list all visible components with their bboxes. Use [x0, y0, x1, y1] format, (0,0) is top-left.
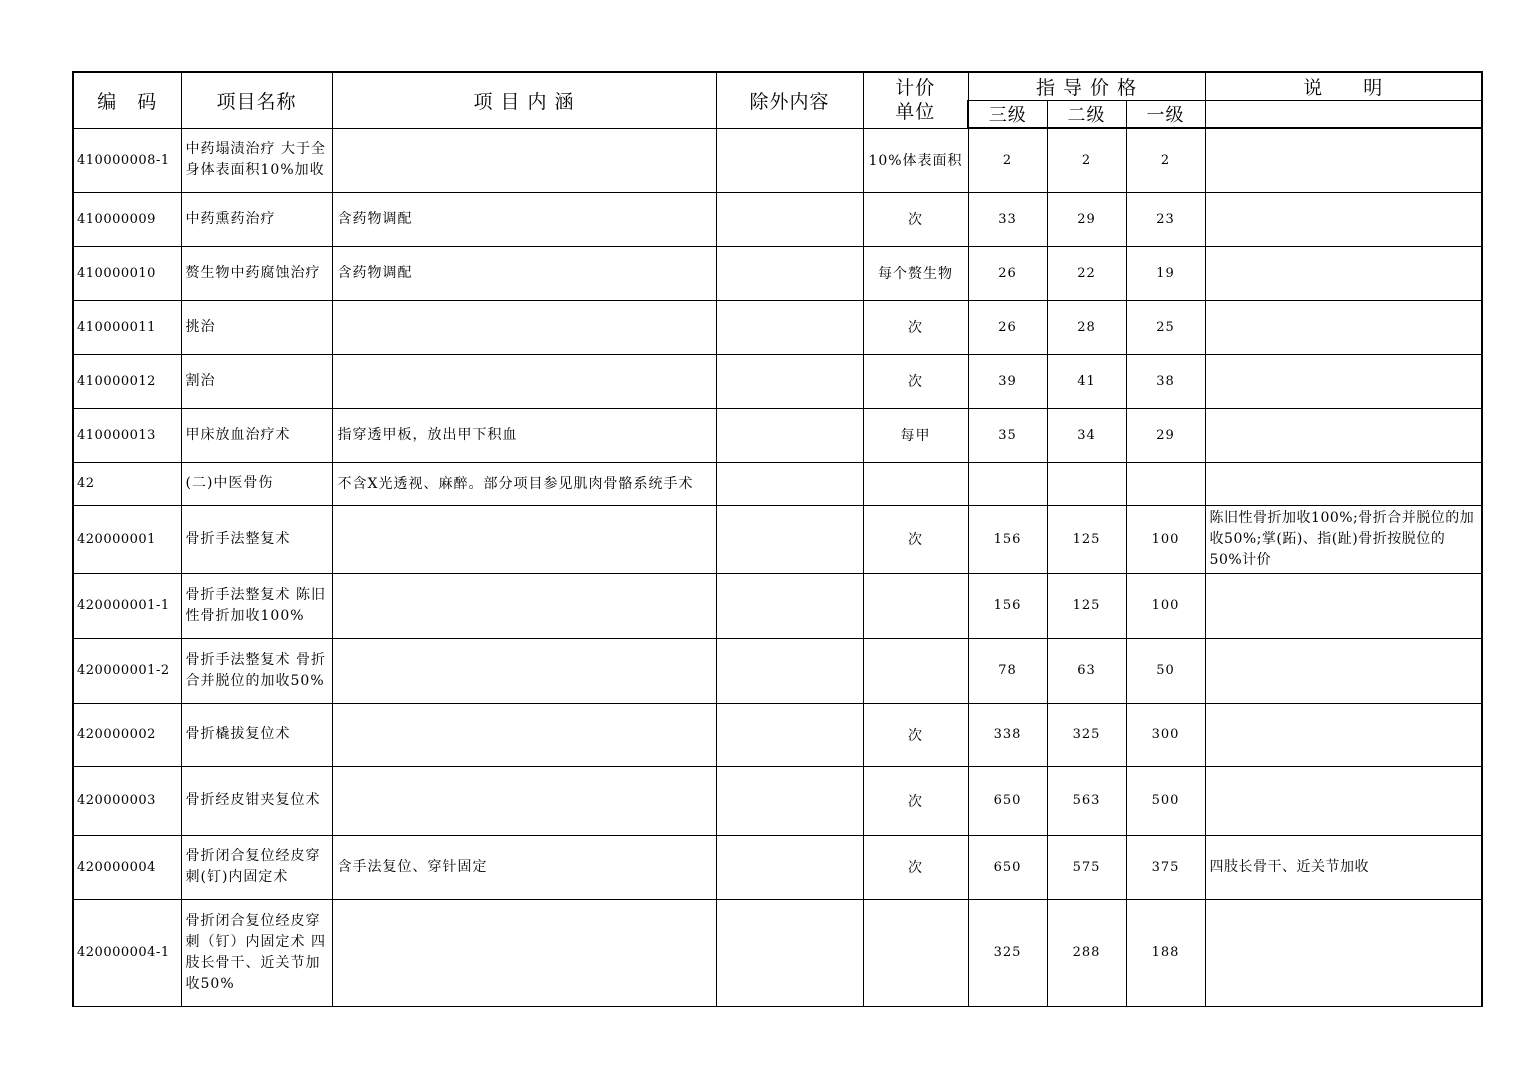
cell-content	[332, 300, 716, 354]
header-code: 编 码	[73, 72, 181, 128]
cell-unit: 次	[863, 766, 968, 835]
header-note: 说 明	[1205, 72, 1482, 101]
cell-excluded	[716, 703, 863, 766]
cell-name: 骨折橇拔复位术	[181, 703, 332, 766]
cell-code: 420000004-1	[73, 899, 181, 1006]
header-note-blank	[1205, 101, 1482, 129]
cell-unit: 每甲	[863, 408, 968, 462]
cell-name: 骨折手法整复术 骨折合并脱位的加收50%	[181, 638, 332, 703]
cell-code: 410000008-1	[73, 128, 181, 192]
cell-code: 410000013	[73, 408, 181, 462]
header-name: 项目名称	[181, 72, 332, 128]
cell-content: 指穿透甲板，放出甲下积血	[332, 408, 716, 462]
header-guide-price: 指 导 价 格	[968, 72, 1205, 101]
cell-price-level1: 2	[1126, 128, 1205, 192]
cell-note	[1205, 703, 1482, 766]
cell-price-level3: 325	[968, 899, 1047, 1006]
cell-price-level1: 25	[1126, 300, 1205, 354]
cell-code: 42	[73, 462, 181, 505]
cell-content	[332, 899, 716, 1006]
table-row	[73, 300, 1482, 354]
cell-name: 挑治	[181, 300, 332, 354]
cell-price-level1: 375	[1126, 835, 1205, 899]
cell-price-level1: 500	[1126, 766, 1205, 835]
cell-name: 割治	[181, 354, 332, 408]
cell-name: 骨折经皮钳夹复位术	[181, 766, 332, 835]
cell-excluded	[716, 835, 863, 899]
price-table	[72, 71, 1483, 1007]
cell-code: 410000009	[73, 192, 181, 246]
cell-note	[1205, 192, 1482, 246]
cell-note	[1205, 766, 1482, 835]
cell-price-level3: 33	[968, 192, 1047, 246]
table-row	[73, 192, 1482, 246]
cell-price-level3: 26	[968, 246, 1047, 300]
cell-excluded	[716, 766, 863, 835]
cell-price-level1: 23	[1126, 192, 1205, 246]
cell-price-level1: 100	[1126, 505, 1205, 573]
table-row	[73, 128, 1482, 192]
cell-note	[1205, 638, 1482, 703]
cell-price-level3: 650	[968, 766, 1047, 835]
cell-content	[332, 128, 716, 192]
cell-name: 骨折闭合复位经皮穿刺（钉）内固定术 四肢长骨干、近关节加收50%	[181, 899, 332, 1006]
cell-excluded	[716, 638, 863, 703]
cell-content: 含手法复位、穿针固定	[332, 835, 716, 899]
cell-code: 410000012	[73, 354, 181, 408]
cell-price-level1: 100	[1126, 573, 1205, 638]
table-body	[73, 128, 1482, 1006]
cell-content	[332, 703, 716, 766]
cell-note: 四肢长骨干、近关节加收	[1205, 835, 1482, 899]
cell-name: (二)中医骨伤	[181, 462, 332, 505]
header-excluded: 除外内容	[716, 72, 863, 128]
table-row	[73, 354, 1482, 408]
table-row	[73, 573, 1482, 638]
cell-code: 420000004	[73, 835, 181, 899]
cell-excluded	[716, 899, 863, 1006]
cell-price-level3: 156	[968, 505, 1047, 573]
cell-content	[332, 354, 716, 408]
cell-price-level1: 38	[1126, 354, 1205, 408]
cell-excluded	[716, 354, 863, 408]
cell-price-level3: 338	[968, 703, 1047, 766]
cell-unit: 次	[863, 703, 968, 766]
cell-unit	[863, 638, 968, 703]
header-unit: 计价 单位	[863, 72, 968, 128]
cell-name: 中药塌渍治疗 大于全身体表面积10%加收	[181, 128, 332, 192]
header-level3: 三级	[968, 101, 1047, 129]
cell-excluded	[716, 300, 863, 354]
cell-price-level2: 325	[1047, 703, 1126, 766]
cell-unit: 次	[863, 505, 968, 573]
cell-content: 不含X光透视、麻醉。部分项目参见肌肉骨骼系统手术	[332, 462, 716, 505]
cell-unit: 次	[863, 192, 968, 246]
cell-unit: 次	[863, 300, 968, 354]
cell-content	[332, 638, 716, 703]
cell-price-level2	[1047, 462, 1126, 505]
table-row	[73, 246, 1482, 300]
cell-note	[1205, 300, 1482, 354]
cell-content	[332, 766, 716, 835]
cell-price-level2: 63	[1047, 638, 1126, 703]
cell-price-level3: 35	[968, 408, 1047, 462]
cell-price-level2: 125	[1047, 505, 1126, 573]
cell-excluded	[716, 192, 863, 246]
cell-content	[332, 573, 716, 638]
cell-price-level2: 575	[1047, 835, 1126, 899]
cell-price-level3: 156	[968, 573, 1047, 638]
cell-price-level2: 28	[1047, 300, 1126, 354]
table-row	[73, 505, 1482, 573]
cell-price-level3: 26	[968, 300, 1047, 354]
cell-excluded	[716, 246, 863, 300]
table-row	[73, 703, 1482, 766]
cell-code: 420000001	[73, 505, 181, 573]
cell-name: 甲床放血治疗术	[181, 408, 332, 462]
cell-note: 陈旧性骨折加收100%;骨折合并脱位的加收50%;掌(跖)、指(趾)骨折按脱位的50%计价	[1205, 505, 1482, 573]
cell-price-level1: 29	[1126, 408, 1205, 462]
cell-price-level1: 50	[1126, 638, 1205, 703]
cell-price-level3: 39	[968, 354, 1047, 408]
cell-name: 骨折手法整复术	[181, 505, 332, 573]
cell-unit: 10%体表面积	[863, 128, 968, 192]
cell-price-level2: 29	[1047, 192, 1126, 246]
cell-price-level2: 125	[1047, 573, 1126, 638]
cell-price-level3: 650	[968, 835, 1047, 899]
cell-note	[1205, 462, 1482, 505]
cell-name: 中药熏药治疗	[181, 192, 332, 246]
header-level1: 一级	[1126, 101, 1205, 129]
cell-note	[1205, 354, 1482, 408]
cell-code: 410000010	[73, 246, 181, 300]
cell-price-level2: 41	[1047, 354, 1126, 408]
cell-price-level2: 563	[1047, 766, 1126, 835]
table-row	[73, 462, 1482, 505]
cell-content	[332, 505, 716, 573]
header-level2: 二级	[1047, 101, 1126, 129]
cell-price-level3: 2	[968, 128, 1047, 192]
cell-name: 骨折闭合复位经皮穿刺(钉)内固定术	[181, 835, 332, 899]
table-row	[73, 638, 1482, 703]
cell-note	[1205, 573, 1482, 638]
cell-price-level1: 188	[1126, 899, 1205, 1006]
cell-price-level3	[968, 462, 1047, 505]
cell-name: 骨折手法整复术 陈旧性骨折加收100%	[181, 573, 332, 638]
table-row	[73, 835, 1482, 899]
cell-code: 420000003	[73, 766, 181, 835]
cell-price-level2: 288	[1047, 899, 1126, 1006]
cell-code: 420000002	[73, 703, 181, 766]
cell-code: 420000001-1	[73, 573, 181, 638]
cell-excluded	[716, 573, 863, 638]
cell-excluded	[716, 462, 863, 505]
cell-code: 410000011	[73, 300, 181, 354]
cell-note	[1205, 899, 1482, 1006]
cell-unit	[863, 899, 968, 1006]
cell-note	[1205, 128, 1482, 192]
header-content: 项 目 内 涵	[332, 72, 716, 128]
cell-price-level1: 19	[1126, 246, 1205, 300]
cell-price-level1	[1126, 462, 1205, 505]
cell-unit: 次	[863, 835, 968, 899]
cell-price-level2: 34	[1047, 408, 1126, 462]
cell-price-level1: 300	[1126, 703, 1205, 766]
table-row	[73, 766, 1482, 835]
cell-unit: 每个赘生物	[863, 246, 968, 300]
cell-name: 赘生物中药腐蚀治疗	[181, 246, 332, 300]
cell-content: 含药物调配	[332, 192, 716, 246]
cell-content: 含药物调配	[332, 246, 716, 300]
cell-unit: 次	[863, 354, 968, 408]
cell-excluded	[716, 505, 863, 573]
cell-excluded	[716, 128, 863, 192]
cell-note	[1205, 246, 1482, 300]
table-row	[73, 408, 1482, 462]
cell-excluded	[716, 408, 863, 462]
cell-price-level2: 22	[1047, 246, 1126, 300]
cell-unit	[863, 573, 968, 638]
cell-note	[1205, 408, 1482, 462]
cell-price-level3: 78	[968, 638, 1047, 703]
cell-unit	[863, 462, 968, 505]
cell-price-level2: 2	[1047, 128, 1126, 192]
table-row	[73, 899, 1482, 1006]
cell-code: 420000001-2	[73, 638, 181, 703]
